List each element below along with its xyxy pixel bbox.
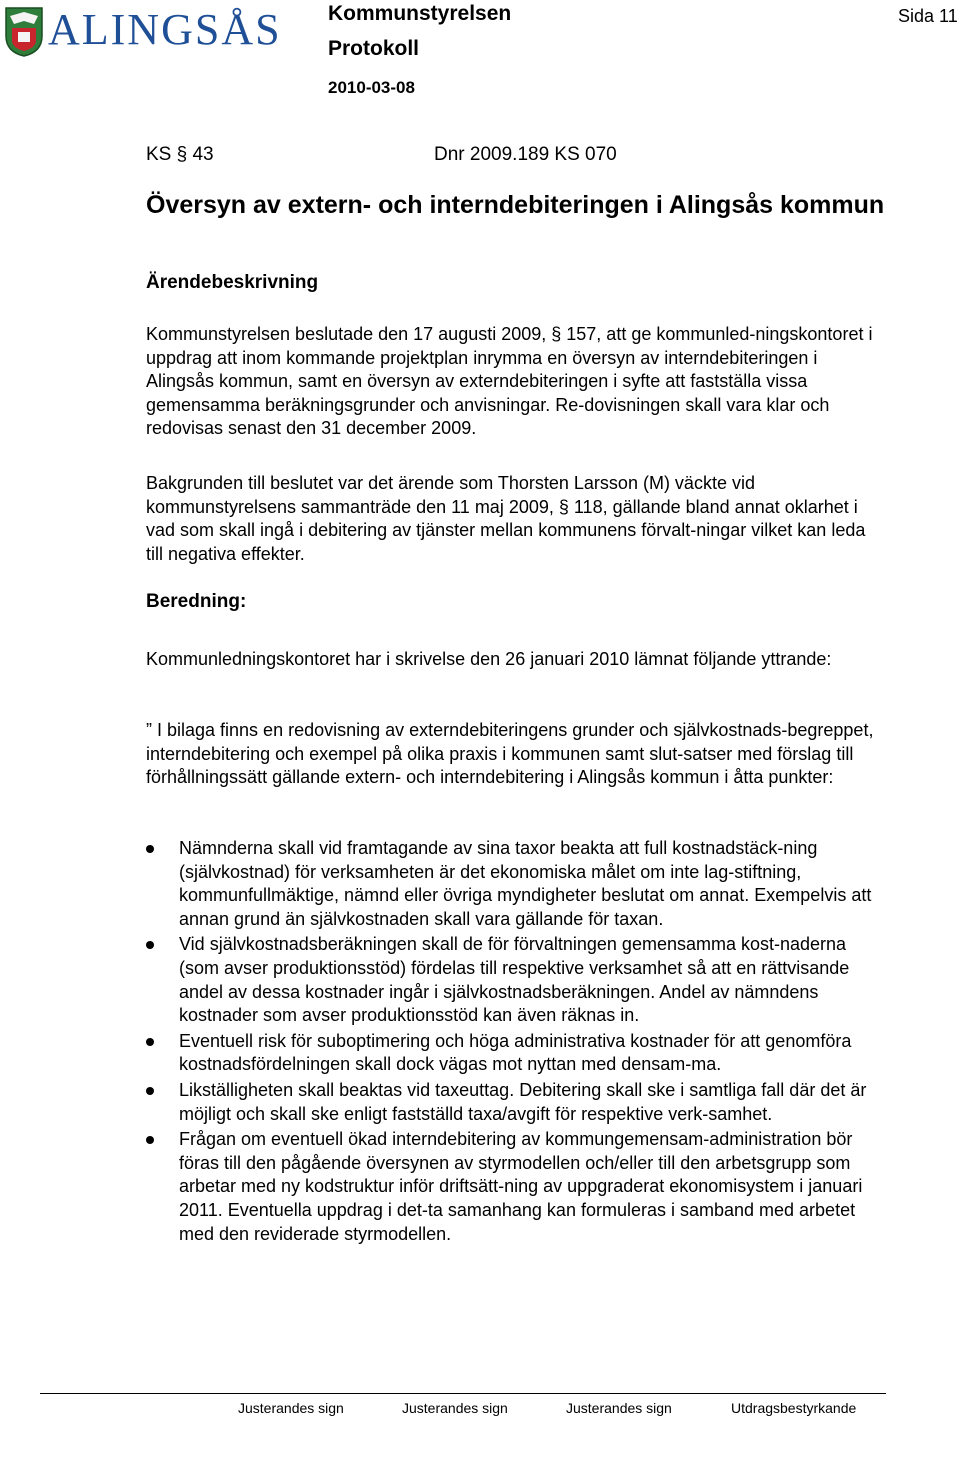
- footer-sign-1: Justerandes sign: [238, 1400, 344, 1416]
- bullet-icon: [146, 1136, 154, 1144]
- bullet-icon: [146, 1038, 154, 1046]
- case-number: KS § 43: [146, 144, 214, 165]
- bullet-icon: [146, 1087, 154, 1095]
- page-title: Översyn av extern- och interndebiteringen i Alingsås kommun: [146, 191, 885, 219]
- section-heading-preparation: Beredning:: [146, 591, 247, 612]
- logo-wordmark: ALINGSÅS: [48, 5, 282, 54]
- coat-of-arms-icon: [4, 6, 44, 58]
- paragraph-statement-intro: Kommunledningskontoret har i skrivelse den 26 januari 2010 lämnat följande yttrande:: [146, 649, 832, 669]
- municipality-logo: [4, 5, 282, 64]
- list-item: Eventuell risk för suboptimering och höga administrativa kostnader för att genomföra kostnadsfördelningen skall dock vägas mot nyttan med densam-ma.: [146, 1030, 886, 1077]
- diary-number: Dnr 2009.189 KS 070: [434, 144, 617, 165]
- list-item: Likställigheten skall beaktas vid taxeuttag. Debitering skall ske i samtliga fall där det är möjligt och skall ske enligt fastställd taxa/avgift för respektive verk-samhet.: [146, 1079, 886, 1126]
- list-item: Frågan om eventuell ökad interndebitering av kommungemensam-administration bör föras till den pågående översynen av styrmodellen och/eller till den arbetsgrupp som arbetar med ny kodstruktur inför driftsätt-ning av uppgraderat ekonomisystem i januari 2011. Eventuella uppdrag i det-ta samanhang kan formuleras i samband med arbetet med den reviderade styrmodellen.: [146, 1128, 886, 1246]
- bullet-list: [146, 837, 886, 1248]
- meeting-date: 2010-03-08: [328, 78, 415, 97]
- footer-divider: [40, 1393, 886, 1394]
- bullet-icon: [146, 941, 154, 949]
- paragraph-background: Bakgrunden till beslutet var det ärende som Thorsten Larsson (M) väckte vid kommunstyrelsens sammanträde den 11 maj 2009, § 118, gällande bland annat oklarhet i vad som skall ingå i debitering av tjänster mellan kommunens förvalt-ningar vilket kan leda till negativa effekter.: [146, 473, 866, 564]
- paragraph-quote: ” I bilaga finns en redovisning av externdebiteringens grunder och självkostnads-begreppet, interndebitering och exempel på olika praxis i kommunen samt slut-satser med förslag till förhållningssätt gällande extern- och interndebitering i Alingsås kommun i åtta punkter:: [146, 720, 874, 788]
- section-heading-description: Ärendebeskrivning: [146, 272, 319, 293]
- organization-name: Kommunstyrelsen: [328, 2, 512, 25]
- footer-certification: Utdragsbestyrkande: [731, 1400, 857, 1416]
- footer-sign-3: Justerandes sign: [566, 1400, 672, 1416]
- bullet-icon: [146, 845, 154, 853]
- list-item: Nämnderna skall vid framtagande av sina taxor beakta att full kostnadstäck-ning (självkostnad) för verksamheten är det ekonomiska målet om inte lag-stiftning, kommunfullmäktige, nämnd eller övriga myndigheter beslutat om annat. Exempelvis att annan grund än självkostnaden skall vara gällande för taxan.: [146, 837, 886, 931]
- page-number: Sida 11: [898, 6, 958, 26]
- paragraph-decision: Kommunstyrelsen beslutade den 17 augusti 2009, § 157, att ge kommunled-ningskontoret i uppdrag att inom kommande projektplan inrymma en översyn av interndebiteringen i Alingsås kommun, samt en översyn av externdebiteringen i syfte att fastställa vissa gemensamma beräkningsgrunder och anvisningar. Re-dovisningen skall vara klar och redovisas senast den 31 december 2009.: [146, 324, 873, 439]
- document-type: Protokoll: [328, 37, 420, 60]
- footer-sign-2: Justerandes sign: [402, 1400, 508, 1416]
- list-item: Vid självkostnadsberäkningen skall de för förvaltningen gemensamma kost-naderna (som avser produktionsstöd) fördelas till respektive verksamhet så att en rättvisande andel av dessa kostnader ingår i självkostnadsberäkningen. Andel av nämndens kostnader som avser produktionsstöd kan även räknas in.: [146, 933, 886, 1027]
